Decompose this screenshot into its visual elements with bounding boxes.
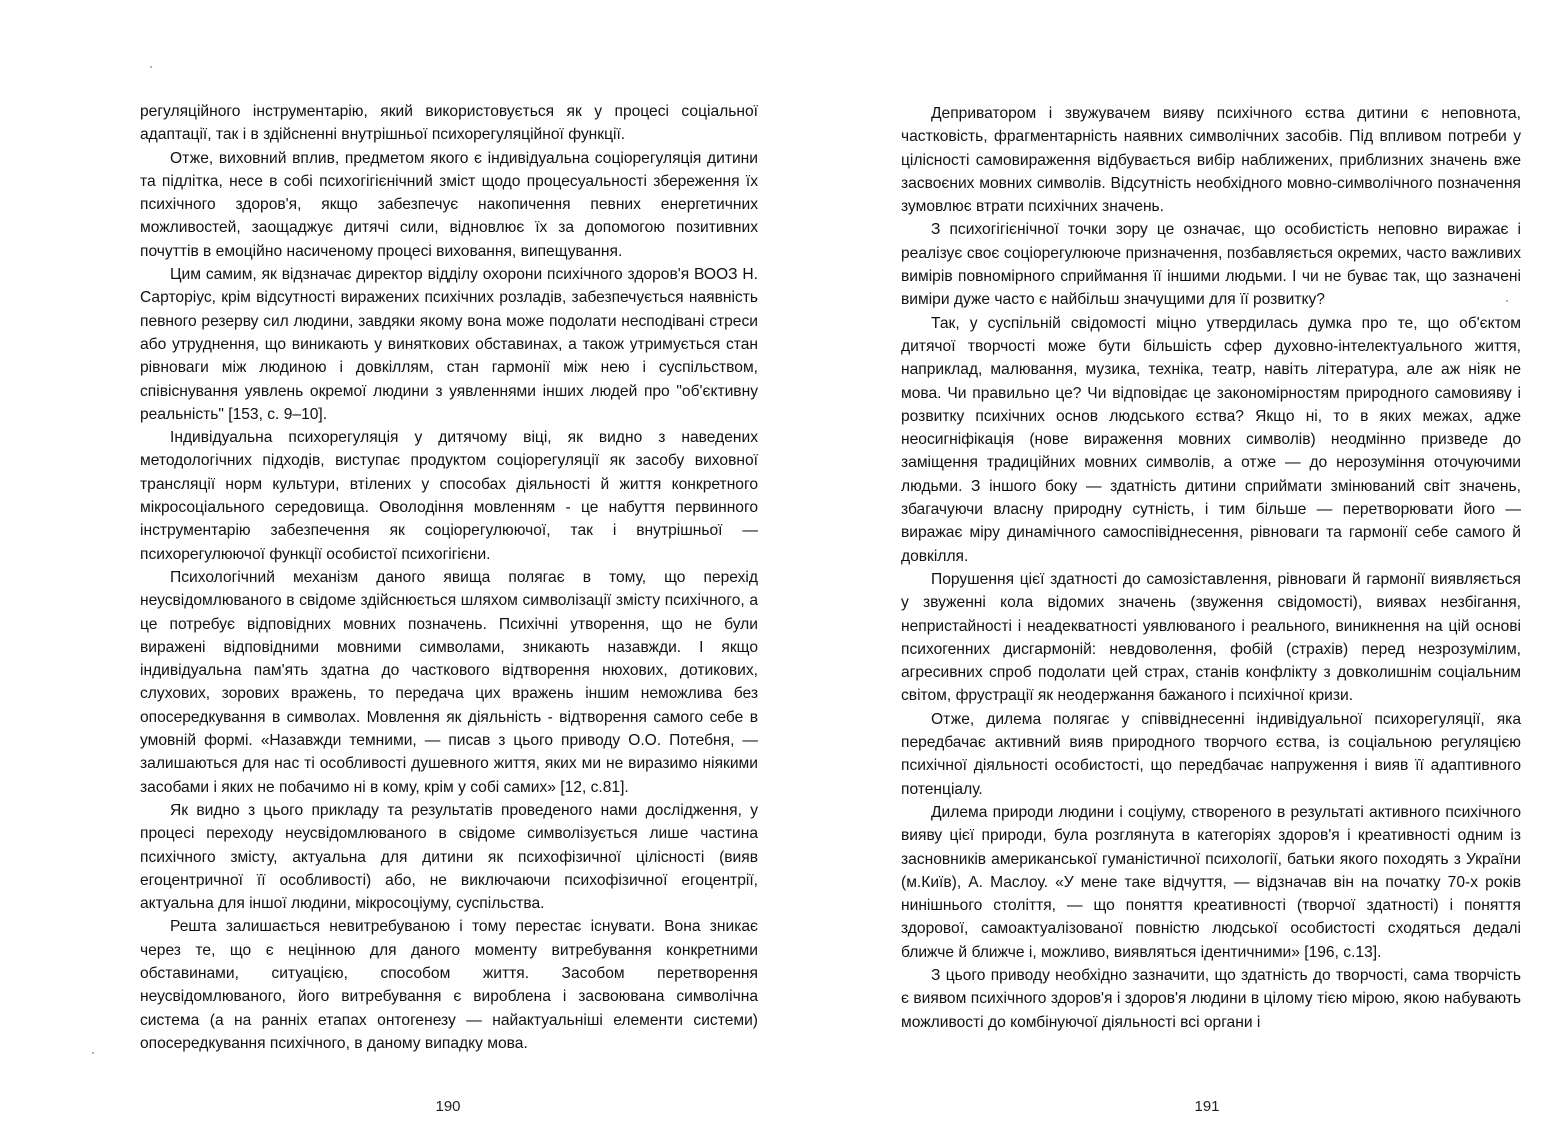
scan-speck: [150, 66, 152, 68]
paragraph: Як видно з цього прикладу та результатів проведеного нами дослідження, у процесі переходу неусвідомлюваного в свідоме символізується лише частина психічного змісту, актуальна для дитини як психофізичної цілісності (вияв егоцентричної її особливості) або, не виключаючи психофізичної егоцентрії, актуальна для іншої людини, мікросоціуму, суспільства.: [140, 801, 758, 913]
paragraph: Порушення цієї здатності до самозіставлення, рівноваги й гармонії виявляється у звуженні кола відомих значень (звуження свідомості), виявах незбігання, непристайності і неадекватності уявлюваного і реального, виникнення на цій основі психогенних дисгармоній: невдоволення, фобій (страхів) перед незрозумілим, агресивних спроб подолати цей страх, станів конфлікту з довколишнім соціальним світом, фрустрації як неодержання бажаного і психічної кризи.: [901, 570, 1521, 705]
scan-speck: [92, 1052, 94, 1054]
paragraph: Отже, дилема полягає у співвіднесенні індивідуальної психорегуляції, яка передбачає активний вияв природного творчого єства, із соціальною регуляцією психічної діяльності особистості, що передбачає напруження і вияв її адаптивного потенціалу.: [901, 710, 1521, 798]
page-number: 191: [1194, 1098, 1220, 1115]
paragraph: Індивідуальна психорегуляція у дитячому віці, як видно з наведених методологічних підходів, виступає продуктом соціорегуляції як засобу виховної трансляції норм культури, втілених у способах діяльності й життя конкретного мікросоціального середовища. Оволодіння мовленням - це набуття первинного інструментарію забезпечення як соціорегулюючої, так і внутрішньої — психорегулюючої функції особистої психогігієни.: [140, 429, 758, 563]
right-page: [773, 0, 1546, 1145]
paragraph: Решта залишається невитребуваною і тому перестає існувати. Вона зникає через те, що є нецінною для даного моменту витребування конкретними обставинами, ситуацією, способом життя. Засобом перетворення неусвідомлюваного, його витребування є вироблена і засвоювана символічна система (а на ранніх етапах онтогенезу — найактуальніші елементи системи) опосередкування психічного, в даному випадку мова.: [140, 918, 758, 1052]
paragraph: Деприватором і звужувачем вияву психічного єства дитини є неповнота, частковість, фрагментарність наявних символічних засобів. Під впливом потреби у цілісності самовираження відбувається вибір наближених, приблизних значень вже засвоєних мовних символів. Відсутність необхідного мовно-символічного позначення зумовлює втрати психічних значень.: [901, 105, 1521, 216]
paragraph: Дилема природи людини і соціуму, створеного в результаті активного психічного вияву цієї природи, була розглянута в категоріях здоров'я і креативності одним із засновників американської гуманістичної психології, батьки якого походять з України (м.Київ), А. Маслоу. «У мене таке відчуття, — відзначав він на початку 70-х років нинішнього століття, — що поняття креативності (творчої здатності) і поняття здорової, самоактуалізованої повністю людської особистості сходяться дедалі ближче й ближче і, можливо, виявляться ідентичними» [196, с.13].: [901, 803, 1521, 961]
paragraph: Цим самим, як відзначає директор відділу охорони психічного здоров'я ВООЗ Н. Сарторіус, крім відсутності виражених психічних розладів, забезпечується наявність певного резерву сил людини, завдяки якому вона може подолати несподівані стреси або утруднення, що виникають у виняткових обставинах, а також утримується стан рівноваги між людиною і довкіллям, стан гармонії між нею і суспільством, співіснування уявлень окремої людини з уявленнями інших людей про "об'єктивну реальність" [153, с. 9–10].: [140, 266, 758, 423]
paragraph: Так, у суспільній свідомості міцно утвердилась думка про те, що об'єктом дитячої творчості може бути більшість сфер духовно-інтелектуального життя, наприклад, малювання, музика, техніка, театр, навіть література, але аж ніяк не мова. Чи правильно це? Чи відповідає це закономірностям природного самовияву і розвитку психічних основ людського єства? Якщо ні, то в яких межах, адже неосигніфікація (нове вираження мовних символів) неодмінно призведе до заміщення традиційних мовних символів, а отже — до нерозуміння оточуючими людьми. З іншого боку — здатність дитини сприймати змінюваний світ значень, збагачуючи власну природну сутність, і тим більше — перетворювати його — виражає міру динамічного самоспівіднесення, рівноваги та гармонії себе самого й довкілля.: [901, 314, 1521, 565]
paragraph: Отже, виховний вплив, предметом якого є індивідуальна соціорегуляція дитини та підлітка, несе в собі психогігієнічний зміст щодо процесуальності збереження їх психічного здоров'я, якщо забезпечує накопичення певних енергетичних можливостей, заощаджує дитячі сили, відновлює їх за допомогою позитивних почуттів в емоційно насиченому процесі виховання, випещування.: [140, 149, 758, 260]
paragraph: З цього приводу необхідно зазначити, що здатність до творчості, сама творчість є виявом психічного здоров'я і здоров'я людини в цілому тією мірою, якою набувають можливості до комбінуючої діяльності всі органи і: [901, 966, 1521, 1031]
left-page-text: [140, 100, 758, 1055]
right-page-text: [901, 102, 1521, 1034]
paragraph: регуляційного інструментарію, який використовується як у процесі соціальної адаптації, так і в здійсненні внутрішньої психорегуляційної функції.: [140, 103, 758, 144]
paragraph: Психологічний механізм даного явища полягає в тому, що перехід неусвідомлюваного в свідоме здійснюється шляхом символізації змісту психічного, а це потребує відповідних мовних позначень. Психічні утворення, що не були виражені відповідними мовними символами, зникають назавжди. І якщо індивідуальна пам'ять здатна до часткового відтворення нюхових, дотикових, слухових, зорових вражень, то передача цих вражень іншим неможлива без опосередкування в символах. Мовлення як діяльність - відтворення самого себе в умовній формі. «Назавжди темними, — писав з цього приводу О.О. Потебня, — залишаються для нас ті особливості душевного життя, яких ми не виразимо ніякими засобами і яких не побачимо ні в кому, крім у собі самих» [12, с.81].: [140, 568, 758, 796]
page-number: 190: [435, 1098, 461, 1115]
paragraph: З психогігієнічної точки зору це означає, що особистість неповно виражає і реалізує своє соціорегулююче призначення, позбавляється окремих, часто важливих вимірів повномірного сприймання її іншими людьми. І чи не буває так, що зазначені виміри дуже часто є найбільш значущими для її розвитку?: [901, 221, 1521, 309]
